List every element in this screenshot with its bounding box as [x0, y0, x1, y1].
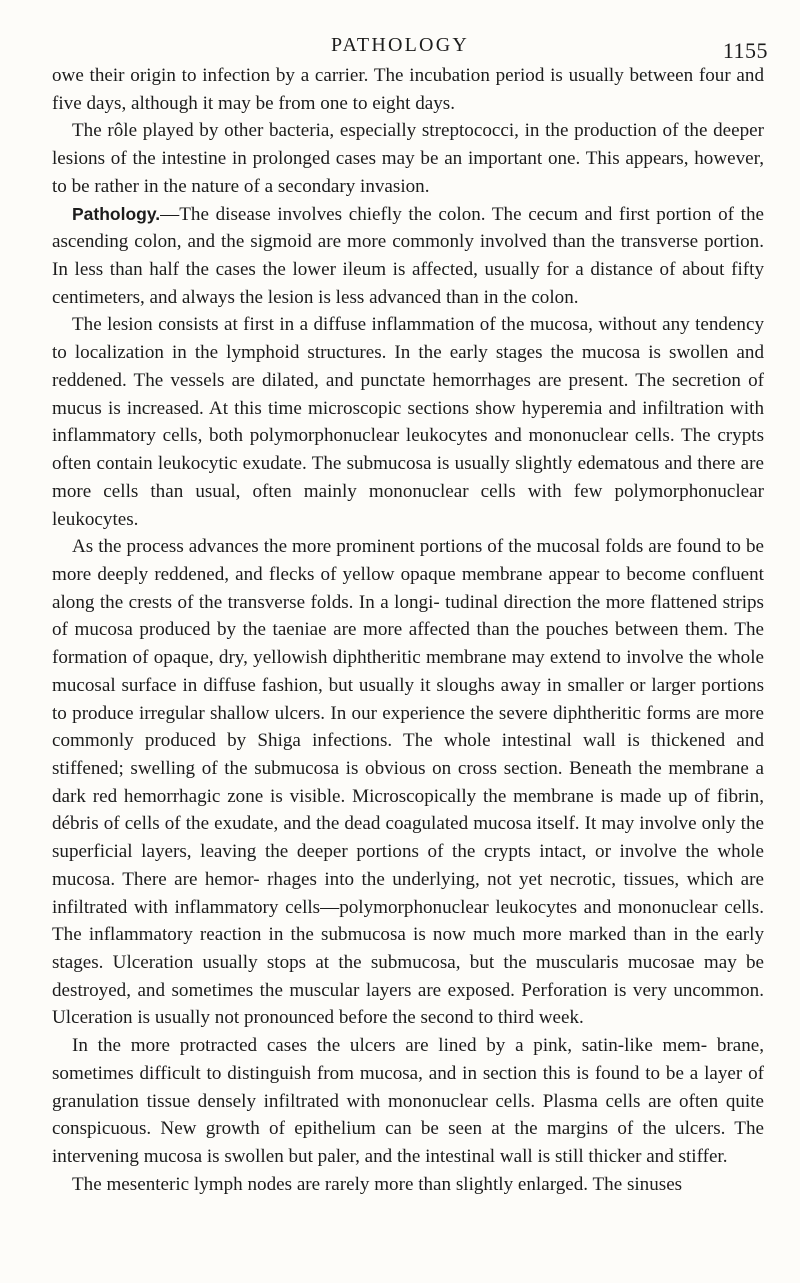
paragraph-secondary-bacteria: The rôle played by other bacteria, especially streptococci, in the production of the deeper lesions of the intestine in prolonged cases may be an important one. This appears, however, to be rather in the nature of a secondary invasion. [52, 120, 764, 197]
body-text [52, 62, 764, 1198]
paragraph-lesion: The lesion consists at first in a diffuse inflammation of the mucosa, without any tendency to localization in the lymphoid structures. In the early stages the mucosa is swollen and reddened. The vessels are dilated, and punctate hemorrhages are present. The secretion of mucus is increased. At this time microscopic sections show hyperemia and infiltration with inflammatory cells, both polymorphonuclear leukocytes and mononuclear cells. The crypts often contain leukocytic exudate. The submucosa is usually slightly edematous and there are more cells than usual, often mainly mononuclear cells with few polymorphonuclear leukocytes. [52, 314, 764, 530]
paragraph-pathology [52, 201, 764, 312]
paragraph-process-advances: As the process advances the more prominent portions of the mucosal folds are found to be more deeply reddened, and flecks of yellow opaque membrane appear to become confluent along the crests of the transverse folds. In a longi- tudinal direction the more flattened strips of mucosa produced by the taeniae are more affected than the pouches between them. The formation of opaque, dry, yellowish diphtheritic membrane may extend to involve the whole mucosal surface in diffuse fashion, but usually it sloughs away in smaller or larger portions to produce irregular shallow ulcers. In our experience the severe diphtheritic forms are more commonly produced by Shiga infections. The whole intestinal wall is thickened and stiffened; swelling of the submucosa is obvious on cross section. Beneath the membrane a dark red hemorrhagic zone is visible. Microscopically the membrane is made up of fibrin, débris of cells of the exudate, and the dead coagulated mucosa itself. It may involve only the superficial layers, leaving the deeper portions of the crypts intact, or involve the whole mucosa. There are hemor- rhages into the underlying, not yet necrotic, tissues, which are infiltrated with inflammatory cells—polymorphonuclear leukocytes and mononuclear cells. The inflammatory reaction in the submucosa is now much more marked than in the early stages. Ulceration usually stops at the submucosa, but the muscularis mucosae may be destroyed, and sometimes the muscular layers are exposed. Perforation is very uncommon. Ulceration is usually not pronounced before the second to third week. [52, 536, 764, 1029]
running-head [0, 34, 800, 64]
paragraph-protracted-cases: In the more protracted cases the ulcers are lined by a pink, satin-like mem- brane, sometimes difficult to distinguish from mucosa, and in section this is found to be a layer of granulation tissue densely infiltrated with mononuclear cells. Plasma cells are often quite conspicuous. New growth of epithelium can be seen at the margins of the ulcers. The intervening mucosa is swollen but paler, and the intestinal wall is still thicker and stiffer. [52, 1035, 764, 1168]
paragraph-lymph-nodes: The mesenteric lymph nodes are rarely more than slightly enlarged. The sinuses [72, 1173, 683, 1195]
page-number: 1155 [722, 38, 768, 63]
running-title: PATHOLOGY [331, 34, 469, 56]
paragraph-pathology-text: —The disease involves chiefly the colon. The cecum and first portion of the ascending colon, and the sigmoid are more commonly involved than the transverse portion. In less than half the cases the lower ileum is affected, usually for a distance of about fifty centimeters, and always the lesion is less advanced than in the colon. [52, 203, 764, 308]
paragraph-continued: owe their origin to infection by a carrier. The incubation period is usually between four and five days, although it may be from one to eight days. [52, 65, 764, 114]
section-heading-pathology: Pathology. [72, 203, 161, 224]
